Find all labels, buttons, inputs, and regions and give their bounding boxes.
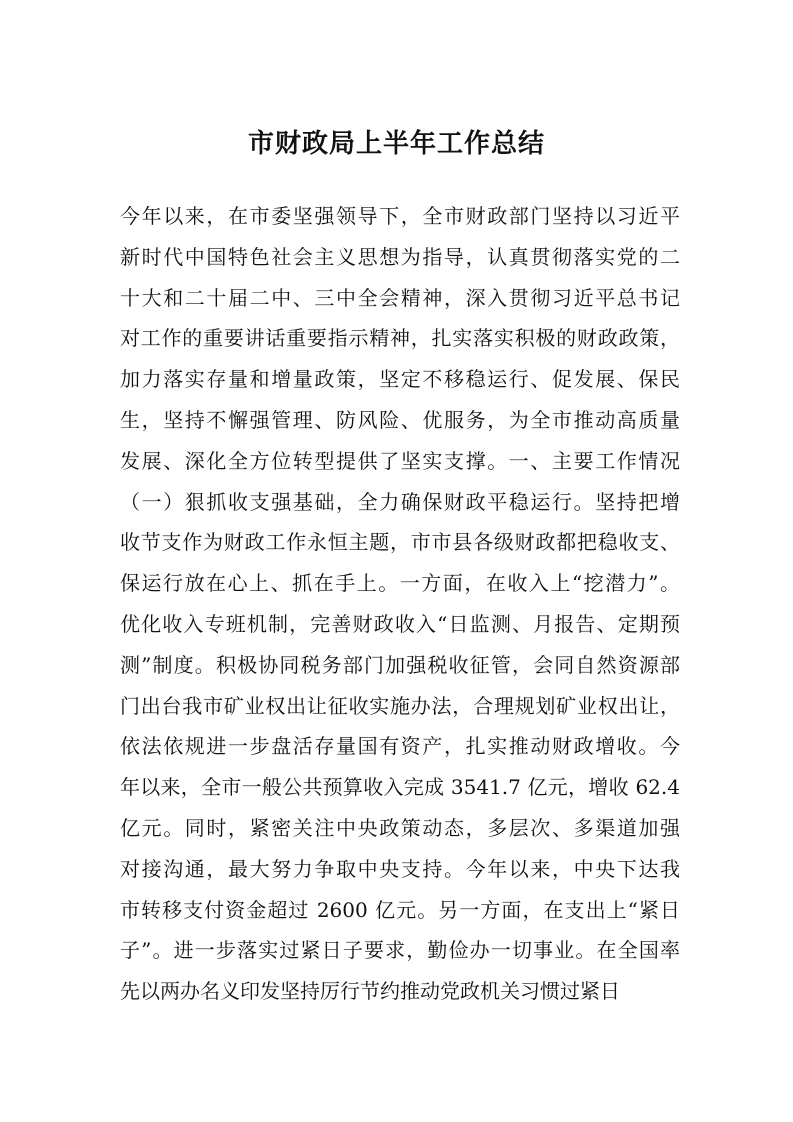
body-line: （一）狠抓收支强基础，全力确保财政平稳运行。坚持把增: [120, 489, 680, 514]
body-line: 门出台我市矿业权出让征收实施办法，合理规划矿业权出让，: [120, 693, 680, 718]
body-line: 发展、深化全方位转型提供了坚实支撑。一、主要工作情况: [120, 448, 680, 473]
body-line: 优化收入专班机制，完善财政收入“日监测、月报告、定期预: [120, 611, 680, 636]
body-line: 今年以来，在市委坚强领导下，全市财政部门坚持以习近平: [120, 204, 680, 228]
body-line: 加力落实存量和增量政策，坚定不移稳运行、促发展、保民: [120, 367, 680, 392]
body-line: 生，坚持不懈强管理、防风险、优服务，为全市推动高质量: [120, 407, 680, 432]
body-line: 对工作的重要讲话重要指示精神，扎实落实积极的财政政策，: [120, 326, 680, 351]
body-line: 对接沟通，最大努力争取中央支持。今年以来，中央下达我: [120, 856, 680, 881]
body-line: 测”制度。积极协同税务部门加强税收征管，会同自然资源部: [120, 652, 680, 677]
body-line: 依法依规进一步盘活存量国有资产，扎实推动财政增收。今: [120, 734, 680, 759]
body-line: 市转移支付资金超过 2600 亿元。另一方面，在支出上“紧日: [120, 897, 680, 922]
document-title: 市财政局上半年工作总结: [247, 129, 545, 159]
body-line: 新时代中国特色社会主义思想为指导，认真贯彻落实党的二: [120, 244, 680, 269]
body-line: 保运行放在心上、抓在手上。一方面，在收入上“挖潜力”。: [120, 571, 680, 596]
body-line: 年以来，全市一般公共预算收入完成 3541.7 亿元，增收 62.4: [120, 775, 680, 800]
body-line: 收节支作为财政工作永恒主题，市市县各级财政都把稳收支、: [120, 530, 680, 555]
body-line: 十大和二十届二中、三中全会精神，深入贯彻习近平总书记: [120, 285, 680, 310]
document-body: [120, 196, 680, 1012]
body-line: 先以两办名义印发坚持厉行节约推动党政机关习惯过紧日: [120, 979, 620, 1004]
body-line: 亿元。同时，紧密关注中央政策动态，多层次、多渠道加强: [120, 815, 680, 840]
body-line: 子”。进一步落实过紧日子要求，勤俭办一切事业。在全国率: [120, 938, 680, 963]
